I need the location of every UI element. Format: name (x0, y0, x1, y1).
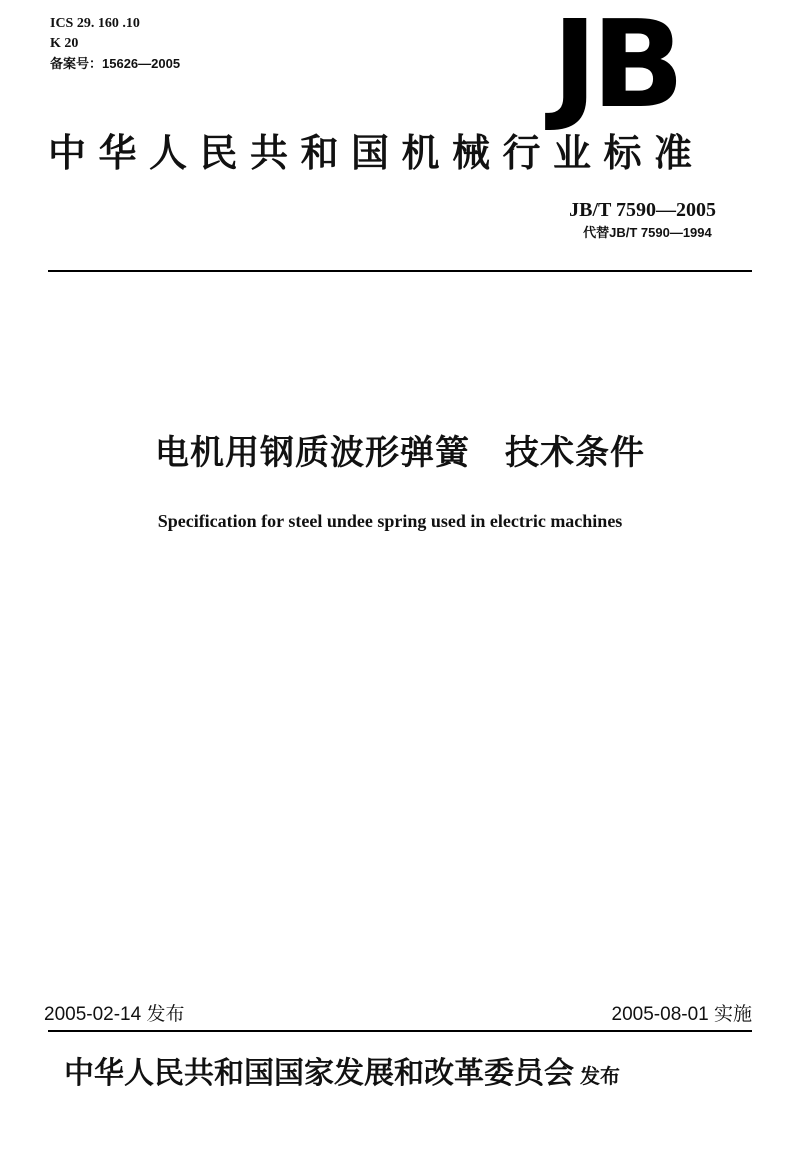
filing-number: 备案号：15626—2005 (50, 56, 181, 71)
publisher-line (64, 1052, 764, 1098)
classification-block (50, 14, 180, 74)
document-title-chinese: 电机用钢质波形弹簧 技术条件 (155, 433, 645, 473)
publisher-name: 中华人民共和国国家发展和改革委员会 (64, 1056, 574, 1091)
issue-date: 2005-02-14 发布 (44, 1004, 185, 1025)
jb-logo: JB (552, 0, 679, 135)
document-title-english: Specification for steel undee spring used in electric machines (157, 511, 623, 531)
footer-divider (48, 1030, 752, 1032)
industry-standard-title: 中华人民共和国机械行业标准 (48, 131, 705, 175)
standard-number-block (569, 197, 716, 243)
header-divider (48, 270, 752, 272)
k-code: K 20 (50, 36, 79, 51)
publisher-suffix: 发布 (580, 1064, 620, 1088)
ics-code: ICS 29. 160 .10 (50, 16, 140, 31)
effective-date: 2005-08-01 实施 (611, 1004, 752, 1025)
standard-number: JB/T 7590—2005 (569, 199, 716, 221)
replaces-standard: 代替JB/T 7590—1994 (583, 225, 712, 240)
